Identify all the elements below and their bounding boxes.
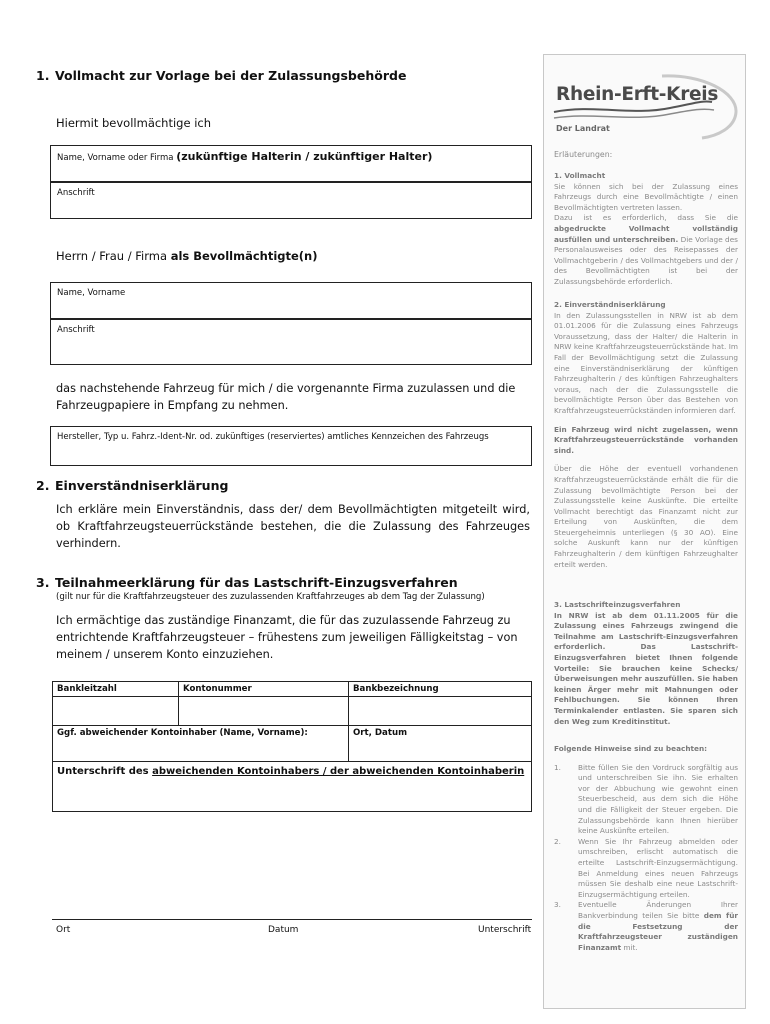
sidebar-s1-text-c: Die Vorlage des Personalausweises oder des Reisepasses der Vollmachtgeberin / des Vollmachtgebers und der / des Bevollmächtigten ist bei der Zulassungsbehörde erforderlich.: [554, 234, 738, 286]
agent-intro-text: Herrn / Frau / Firma: [56, 249, 168, 263]
logo-name: Rhein-Erft-Kreis: [556, 84, 719, 105]
other-holder-field[interactable]: [53, 726, 349, 762]
sidebar-note-3: 3. Eventuelle Änderungen Ihrer Bankverbindung teilen Sie bitte dem für die Festsetzung der Kraftfahrzeugsteuer zuständigen Finanzamt mit.: [554, 900, 738, 952]
footer-signature-line: [52, 919, 532, 920]
holder-address-field[interactable]: [50, 182, 532, 219]
agent-intro: [56, 247, 318, 265]
sidebar-note-2: 2. Wenn Sie Ihr Fahrzeug abmelden oder umschreiben, erlischt automatisch die erteilte Lastschrift-Einzugsermächtigung. Bei Anmeldung eines neuen Fahrzeugs müssen Sie deshalb eine neue Lastschrift-Einzugsermächtigung erteilen.: [554, 836, 738, 899]
sidebar-s3-title: 3. Lastschrifteinzugsverfahren: [554, 600, 681, 609]
holder-address-label: Anschrift: [57, 188, 95, 198]
vehicle-label: Hersteller, Typ u. Fahrz.-Ident-Nr. od. zukünftiges (reserviertes) amtliches Kennzeichen des Fahrzeugs: [57, 432, 489, 442]
account-number-label: Kontonummer: [179, 682, 349, 697]
bank-name-input[interactable]: [349, 697, 532, 726]
bank-name-label: Bankbezeichnung: [349, 682, 532, 697]
bank-code-input[interactable]: [53, 697, 179, 726]
sidebar-s2-bold: Ein Fahrzeug wird nicht zugelassen, wenn Kraftfahrzeugsteuerrückstände vorhanden sind.: [554, 424, 738, 455]
explanations-heading: Erläuterungen:: [554, 150, 613, 159]
explanation-direct-debit: [554, 600, 738, 727]
section2-number: 2.: [36, 478, 50, 493]
bank-details-table: [52, 681, 532, 812]
account-number-input[interactable]: [179, 697, 349, 726]
section2-title: Einverständniserklärung: [55, 478, 229, 493]
debit-authorization-text: Ich ermächtige das zuständige Finanzamt, die für das zuzulassende Fahrzeug zu entrichtende Kraftfahrzeugsteuer – frühestens zum jeweiligen Fälligkeitstag – von meinem / unserem Konto einzuziehen.: [56, 614, 518, 661]
vehicle-field[interactable]: [50, 426, 532, 466]
signature-prefix: Unterschrift des: [57, 766, 149, 777]
section3-subtitle: (gilt nur für die Kraftfahrzeugsteuer des zuzulassenden Kraftfahrzeuges ab dem Tag der Zulassung): [56, 592, 485, 602]
sidebar-s1-text-b: Dazu ist es erforderlich, dass Sie die: [554, 213, 738, 223]
section1-number: 1.: [36, 68, 50, 83]
explanation-notes: [554, 744, 738, 953]
other-holder-label: Ggf. abweichender Kontoinhaber (Name, Vorname):: [57, 728, 308, 738]
footer-place-label: Ort: [56, 925, 71, 935]
agent-name-label: Name, Vorname: [57, 288, 126, 298]
sidebar-s2-title: 2. Einverständniserklärung: [554, 300, 666, 309]
purpose-text: das nachstehende Fahrzeug für mich / die vorgenannte Firma zuzulassen und die Fahrzeugpapiere in Empfang zu nehmen.: [56, 382, 516, 412]
footer-signature-label: Unterschrift: [478, 925, 532, 935]
sidebar-s2-text2: Über die Höhe der eventuell vorhandenen Kraftfahrzeugsteuerrückstände erhält die für die Zulassung bevollmächtigte Person bei der Zulassungsstelle keine Auskünfte. Die erteilte Vollmacht berechtigt das Finanzamt nicht zur Erteilung von Auskünften, die dem Steuergeheimnis unterliegen (§ 30 AO). Eine solche Auskunft kann nur der künftigen Fahrzeughalterin / dem künftigen Fahrzeughalter erteilt werden.: [554, 464, 738, 569]
authorization-intro: Hiermit bevollmächtige ich: [56, 116, 212, 130]
account-holder-signature-field[interactable]: [53, 762, 532, 812]
bank-code-label: Bankleitzahl: [53, 682, 179, 697]
agent-address-field[interactable]: [50, 319, 532, 365]
holder-name-label: Name, Vorname oder Firma: [57, 153, 174, 163]
sidebar-note-1: 1. Bitte füllen Sie den Vordruck sorgfältig aus und unterschreiben Sie ihn. Sie erhalten vor der Abbuchung wie gewohnt einen Steuerbescheid, aus dem sich die Höhe und die Fälligkeit der Steuer ergeben. Die Zulassungsbehörde kann Ihnen hierüber keine Auskünfte erteilen.: [554, 762, 738, 836]
agent-address-label: Anschrift: [57, 325, 95, 335]
sidebar-s1-text-bold: abgedruckte Vollmacht vollständig ausfüllen und unterschreiben.: [554, 223, 738, 244]
section1-title: Vollmacht zur Vorlage bei der Zulassungsbehörde: [55, 68, 407, 83]
sidebar-s2-text: In den Zulassungsstellen in NRW ist ab dem 01.01.2006 für die Zulassung eines Fahrzeugs Voraussetzung, dass der Halter/ die Halterin in NRW keine Kraftfahrzeugsteuerrückstände hat. Im Fall der Bevollmächtigung setzt die Zulassung eine Einverständniserklärung der künftigen Fahrzeughalterin / des künftigen Fahrzeughalters voraus, nach der die Zulassungsstelle die bevollmächtigte Person über das Bestehen von Kraftfahrzeugsteuerrückständen informieren darf.: [554, 310, 738, 415]
sidebar-notes-title: Folgende Hinweise sind zu beachten:: [554, 744, 708, 753]
sidebar-s1-text-a: Sie können sich bei der Zulassung eines Fahrzeugs durch eine Bevollmächtigte / einen Bevollmächtigten vertreten lassen.: [554, 181, 738, 212]
agent-name-field[interactable]: [50, 282, 532, 319]
logo: [552, 70, 738, 140]
sidebar-s3-bold: In NRW ist ab dem 01.11.2005 für die Zulassung eines Fahrzeugs zwingend die Teilnahme am Lastschrift-Einzugsverfahren erforderlich. Das Lastschrift-Einzugsverfahren bietet Ihnen folgende Vorteile: Sie brauchen keine Schecks/Überweisungen mehr auszufüllen. Sie haben keinen Ärger mehr mit Mahnungen oder Fehlbuchungen. Sie können Ihren Terminkalender entlasten. Sie sparen sich den Weg zum Kreditinstitut.: [554, 610, 738, 726]
sidebar-s1-title: 1. Vollmacht: [554, 171, 606, 180]
holder-name-label-bold: (zukünftige Halterin / zukünftiger Halter): [176, 150, 433, 163]
place-date-field[interactable]: [349, 726, 532, 762]
signature-underlined: abweichenden Kontoinhabers / der abweichenden Kontoinhaberin: [152, 766, 525, 777]
holder-name-field[interactable]: [50, 145, 532, 182]
consent-text: Ich erkläre mein Einverständnis, dass der/ dem Bevollmächtigten mitgeteilt wird, ob Kraftfahrzeugsteuerrückstände bestehen, die die Zulassung des Fahrzeuges verhindern.: [56, 503, 530, 550]
place-date-label: Ort, Datum: [353, 728, 408, 738]
agent-intro-bold: als Bevollmächtigte(n): [170, 249, 318, 263]
explanation-consent: [554, 300, 738, 570]
section3-title: Teilnahmeerklärung für das Lastschrift-Einzugsverfahren: [55, 575, 458, 590]
section3-number: 3.: [36, 575, 50, 590]
logo-subtitle: Der Landrat: [556, 124, 610, 133]
explanation-power-of-attorney: [554, 171, 738, 288]
footer-date-label: Datum: [268, 925, 299, 935]
